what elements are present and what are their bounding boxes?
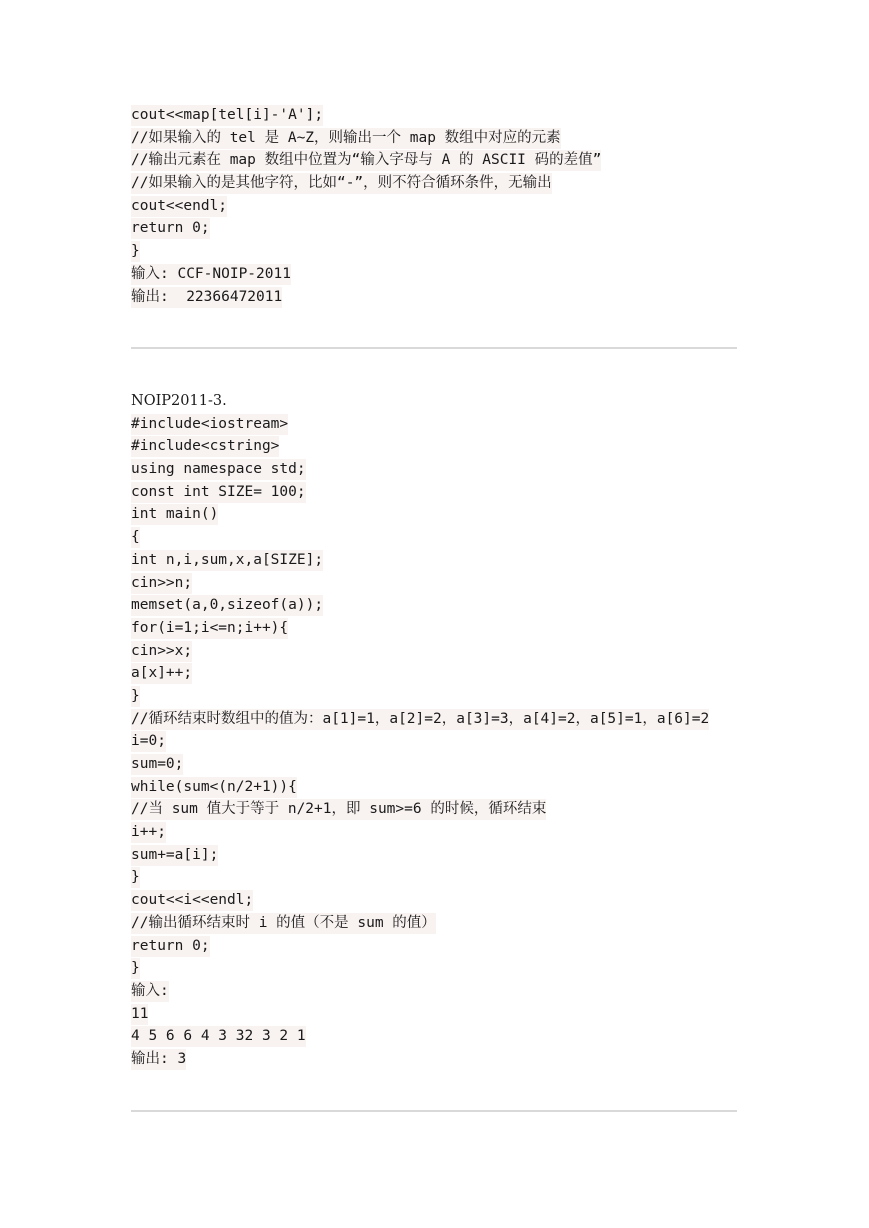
- code-comment-line: [131, 127, 751, 150]
- code-line-text: //循环结束时数组中的值为：a[1]=1，a[2]=2，a[3]=3，a[4]=2，a[5]=1，a[6]=2: [131, 709, 709, 730]
- code-line-text: 输出: 22366472011: [131, 287, 282, 308]
- code-line: [131, 957, 751, 980]
- code-line-text: }: [131, 867, 140, 888]
- code-comment-line: [131, 912, 751, 935]
- code-line: [131, 617, 751, 640]
- code-line: [131, 413, 751, 436]
- code-comment-line: [131, 798, 751, 821]
- code-line-text: //输出循环结束时 i 的值（不是 sum 的值）: [131, 913, 436, 934]
- code-line: [131, 104, 751, 127]
- output-line: [131, 1048, 751, 1071]
- section-title-text: NOIP2011-3.: [131, 393, 227, 409]
- code-line: [131, 935, 751, 958]
- input-value-line: [131, 1003, 751, 1026]
- code-line-text: #include<iostream>: [131, 414, 288, 435]
- code-block-2: [131, 390, 751, 1071]
- code-line-text: for(i=1;i<=n;i++){: [131, 618, 288, 639]
- code-line: [131, 866, 751, 889]
- code-line: [131, 435, 751, 458]
- output-line: [131, 286, 751, 309]
- code-line-text: i++;: [131, 822, 166, 843]
- code-line: [131, 730, 751, 753]
- code-line-text: i=0;: [131, 731, 166, 752]
- code-line-text: 11: [131, 1004, 148, 1025]
- horizontal-divider: [131, 347, 737, 349]
- code-line: [131, 685, 751, 708]
- code-line: [131, 844, 751, 867]
- code-line: [131, 662, 751, 685]
- section-title: [131, 390, 751, 413]
- code-line: [131, 481, 751, 504]
- code-line-text: cout<<map[tel[i]-'A'];: [131, 105, 323, 126]
- code-line-text: }: [131, 958, 140, 979]
- code-line-text: return 0;: [131, 936, 210, 957]
- code-line-text: //如果输入的 tel 是 A~Z，则输出一个 map 数组中对应的元素: [131, 128, 561, 149]
- code-line-text: a[x]++;: [131, 663, 192, 684]
- code-line-text: cout<<endl;: [131, 196, 227, 217]
- code-line-text: }: [131, 686, 140, 707]
- code-line-text: cin>>n;: [131, 573, 192, 594]
- code-line: [131, 549, 751, 572]
- code-line: [131, 776, 751, 799]
- code-line-text: int main(): [131, 504, 218, 525]
- code-line-text: 4 5 6 6 4 3 32 3 2 1: [131, 1026, 306, 1047]
- code-line: [131, 594, 751, 617]
- code-line-text: cin>>x;: [131, 641, 192, 662]
- code-line-text: using namespace std;: [131, 459, 306, 480]
- input-line: [131, 263, 751, 286]
- code-line-text: return 0;: [131, 218, 210, 239]
- code-line-text: {: [131, 527, 140, 548]
- code-line-text: //当 sum 值大于等于 n/2+1，即 sum>=6 的时候，循环结束: [131, 799, 546, 820]
- code-block-1: [131, 104, 751, 308]
- code-line-text: 输入:: [131, 981, 169, 1002]
- code-line: [131, 572, 751, 595]
- code-line: [131, 753, 751, 776]
- horizontal-divider: [131, 1110, 737, 1112]
- code-line-text: sum=0;: [131, 754, 183, 775]
- code-line: [131, 240, 751, 263]
- code-line-text: while(sum<(n/2+1)){: [131, 777, 297, 798]
- code-line: [131, 821, 751, 844]
- code-line: [131, 458, 751, 481]
- code-line-text: int n,i,sum,x,a[SIZE];: [131, 550, 323, 571]
- code-line-text: memset(a,0,sizeof(a));: [131, 595, 323, 616]
- code-line-text: //如果输入的是其他字符，比如“-”，则不符合循环条件，无输出: [131, 173, 552, 194]
- code-line: [131, 217, 751, 240]
- code-line-text: cout<<i<<endl;: [131, 890, 253, 911]
- code-line-text: //输出元素在 map 数组中位置为“输入字母与 A 的 ASCII 码的差值”: [131, 150, 601, 171]
- code-line-text: const int SIZE= 100;: [131, 482, 306, 503]
- input-label-line: [131, 980, 751, 1003]
- code-line: [131, 526, 751, 549]
- code-comment-line: [131, 172, 751, 195]
- code-comment-line: [131, 149, 751, 172]
- code-line-text: }: [131, 241, 140, 262]
- code-line: [131, 503, 751, 526]
- code-line: [131, 195, 751, 218]
- code-comment-line: [131, 708, 751, 731]
- input-value-line: [131, 1025, 751, 1048]
- code-line-text: sum+=a[i];: [131, 845, 218, 866]
- code-line: [131, 889, 751, 912]
- code-line-text: 输入: CCF-NOIP-2011: [131, 264, 291, 285]
- code-line-text: #include<cstring>: [131, 436, 279, 457]
- code-line-text: 输出: 3: [131, 1049, 186, 1070]
- code-line: [131, 640, 751, 663]
